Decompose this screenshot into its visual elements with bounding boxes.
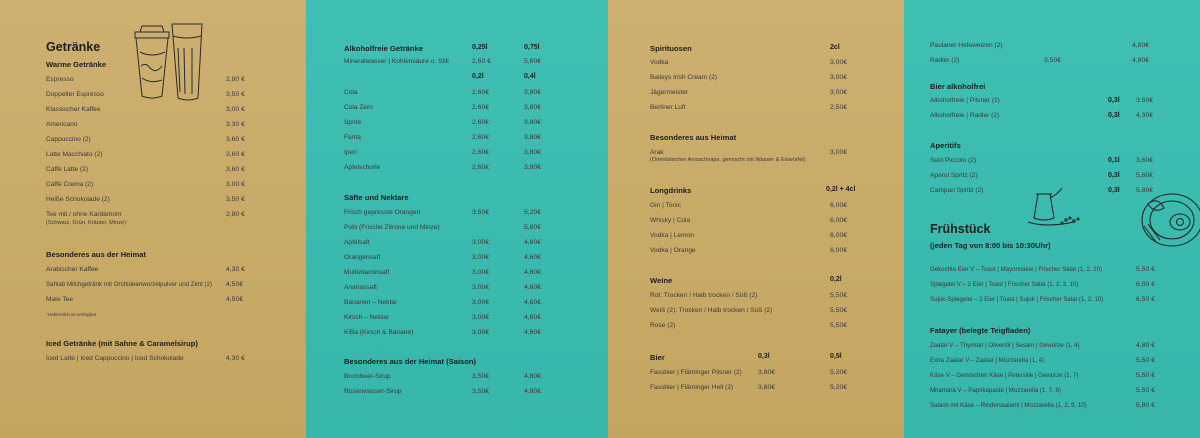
list-item: Latte Macchiato (2)	[46, 151, 103, 158]
list-item: Americano	[46, 121, 78, 128]
volume-header: 0,2l + 4cl	[826, 186, 856, 193]
volume-header: 2cl	[830, 44, 840, 51]
section-heading-weine: Weine	[650, 276, 673, 285]
item-price: 3,80€	[758, 369, 776, 376]
section-heading-heimat: Besonderes aus der Heimat	[46, 250, 147, 259]
item-price: 3,00€	[830, 74, 848, 81]
list-item: Fanta	[344, 134, 361, 141]
list-item: Alkoholfreie | Radler (2)	[930, 112, 1000, 119]
item-price: 6,50 €	[1136, 296, 1155, 303]
list-item: Fassbier | Fläminger Pilsner (2)	[650, 369, 742, 376]
item-price: 3,80€	[758, 384, 776, 391]
item-price: 4,30€	[1136, 112, 1154, 119]
item-price: 6,00 €	[1136, 281, 1155, 288]
item-price: 3,60 €	[226, 151, 245, 158]
item-price: 4,60€	[524, 254, 542, 261]
list-item: Espresso	[46, 76, 74, 83]
volume-label: 0,3l	[1108, 187, 1120, 194]
item-price: 3,60€	[1136, 157, 1154, 164]
volume-label: 0,1l	[1108, 157, 1120, 164]
list-item: Weiß (2): Trocken / Halb trocken / Süß (2)	[650, 307, 773, 314]
item-price: 6,00€	[830, 232, 848, 239]
item-price: 5,80€	[1136, 187, 1154, 194]
list-item: Rot: Trocken / Halb trocken / Süß (2)	[650, 292, 758, 299]
item-price: 4,60€	[524, 284, 542, 291]
item-price: 3,00 €	[226, 181, 245, 188]
list-item: Vodka | Lemon	[650, 232, 694, 239]
list-item: Frisch gepresste Orangen	[344, 209, 421, 216]
list-item: Aperol Spritz (2)	[930, 172, 978, 179]
panel-soft-drinks	[306, 0, 608, 438]
item-price: 2,50€	[830, 104, 848, 111]
list-item: Mate Tee	[46, 296, 74, 303]
list-item: Jägermeister	[650, 89, 689, 96]
item-price: 5,50 €	[1136, 266, 1155, 273]
item-price: 3,80€	[524, 104, 542, 111]
item-price: 4,60€	[524, 329, 542, 336]
item-price: 2,60€	[472, 149, 490, 156]
item-price: 3,00€	[472, 254, 490, 261]
item-price: 4,80 €	[1136, 342, 1155, 349]
coffee-cups-illustration-icon	[132, 18, 204, 102]
list-item: Rose (2)	[650, 322, 676, 329]
section-heading-alkfrei: Alkoholfreie Getränke	[344, 44, 423, 53]
volume-header: 0,25l	[472, 44, 488, 51]
list-item: Iced Latte | Iced Cappuccino | Iced Schokolade	[46, 355, 184, 362]
list-item: Brombeer-Sirup	[344, 373, 391, 380]
list-item: Vodka	[650, 59, 669, 66]
list-item: Kirsch – Nektar	[344, 314, 390, 321]
item-price: 3,00€	[472, 329, 490, 336]
oat-milk-note: *Hafermilch ist verfügbar	[46, 312, 97, 317]
section-heading-long: Longdrinks	[650, 186, 692, 195]
item-price: 4,80€	[1132, 42, 1150, 49]
item-price: 6,00€	[830, 202, 848, 209]
item-price: 6,00€	[830, 217, 848, 224]
item-price: 4,80€	[524, 388, 542, 395]
section-heading-heimat: Besonderes aus Heimat	[650, 133, 737, 142]
list-item: Radler (2)	[930, 57, 960, 64]
item-price: 3,50€	[1136, 97, 1154, 104]
section-heading-iced: Iced Getränke (mit Sahne & Caramelsirup)	[46, 339, 198, 348]
list-item: Multivitaminsaft	[344, 269, 390, 276]
item-price: 5,20€	[830, 369, 848, 376]
item-price: 5,80 €	[1136, 402, 1155, 409]
volume-label: 0,3l	[1108, 172, 1120, 179]
item-price: 4,60€	[524, 299, 542, 306]
item-price: 4,80€	[524, 373, 542, 380]
item-price: 2,60€	[472, 89, 490, 96]
section-heading-bier: Bier	[650, 353, 665, 362]
item-price: 3,30 €	[226, 121, 245, 128]
item-price: 3,60 €	[226, 166, 245, 173]
section-heading-warm: Warme Getränke	[46, 60, 107, 69]
item-price: 5,20€	[524, 209, 542, 216]
list-item: Arabischer Kaffee	[46, 266, 99, 273]
list-item: Arak	[650, 149, 664, 156]
item-price: 4,80€	[1132, 57, 1150, 64]
item-price: 2,80 €	[226, 211, 245, 218]
list-item: Klassischer Kaffee	[46, 106, 101, 113]
item-price: 2,80 €	[226, 76, 245, 83]
volume-header: 0,4l	[524, 73, 536, 80]
list-item: Ananassaft	[344, 284, 377, 291]
item-price: 4,30 €	[226, 355, 245, 362]
item-price: 5,50 €	[1136, 372, 1155, 379]
item-price: 3,00€	[472, 314, 490, 321]
list-item: Extra Zaatar V – Zaatar | Mozzarella (1, 4)	[930, 357, 1045, 364]
list-item: Orangensaft	[344, 254, 381, 261]
item-price: 3,00€	[472, 284, 490, 291]
list-item: Bananen – Nektar	[344, 299, 398, 306]
volume-header: 0,2l	[472, 73, 484, 80]
item-price: 4,50€	[226, 296, 244, 303]
list-item: Käse V – Gemischter Käse | Petersilie | Gewürze (1, 7)	[930, 372, 1079, 379]
item-price: 3,50 €	[226, 91, 245, 98]
item-price: 3,00€	[830, 89, 848, 96]
list-item: Baileys Irish Cream (2)	[650, 74, 718, 81]
item-price: 5,50 €	[1136, 357, 1155, 364]
item-price: 5,80€	[1136, 172, 1154, 179]
list-item: Cola Zero	[344, 104, 373, 111]
section-heading-spirit: Spirituosen	[650, 44, 692, 53]
item-price: 3,00 €	[226, 106, 245, 113]
panel-breakfast	[904, 0, 1200, 438]
item-price: 4,60€	[524, 239, 542, 246]
list-item: Paulaner Hefeweizen (2)	[930, 42, 1003, 49]
list-item: Campari Spritz (2)	[930, 187, 984, 194]
section-heading-aperitifs: Aperitifs	[930, 141, 961, 150]
item-price: 4,50€	[226, 281, 244, 288]
item-price: 3,80€	[524, 89, 542, 96]
menu-title: Getränke	[46, 40, 101, 54]
breakfast-hours: (jeden Tag von 8:00 bis 10:30Uhr)	[930, 241, 1051, 250]
item-price: 5,50€	[830, 307, 848, 314]
item-price: 5,60€	[524, 58, 542, 65]
section-heading-saison: Besonderes aus der Heimat (Saison)	[344, 357, 477, 366]
item-price: 5,50€	[830, 292, 848, 299]
list-item: Vodka | Orange	[650, 247, 696, 254]
item-price: 3,80€	[524, 134, 542, 141]
list-item: Caffè Latte (2)	[46, 166, 89, 173]
item-price: 5,20€	[830, 384, 848, 391]
section-heading-bierfrei: Bier alkoholfrei	[930, 82, 986, 91]
list-item: Sprite	[344, 119, 362, 126]
panel-warm-drinks	[0, 0, 306, 438]
list-item: Fassbier | Fläminger Hell (2)	[650, 384, 734, 391]
item-price: 3,50€	[472, 209, 490, 216]
list-item: Apfelsaft	[344, 239, 370, 246]
list-item: Sujuk-Spiegelei – 2 Eier | Toast | Sujuk | Frischer Salat (1, 2, 10)	[930, 296, 1104, 303]
list-item: Salami mit Käse – Rinderssalami | Mozzarella (1, 2, 9, 10)	[930, 402, 1087, 409]
volume-label: 0,3l	[1108, 112, 1120, 119]
tea-subtitle: (Schwarz, Grün, Kräuter, Minze)	[46, 220, 126, 226]
item-price: 3,00€	[472, 239, 490, 246]
item-price: 2,60€	[472, 134, 490, 141]
list-item: Alkoholfreie | Pilsner (2)	[930, 97, 1000, 104]
list-item: Cola	[344, 89, 358, 96]
item-price: 2,60 €	[472, 58, 491, 65]
item-price: 5,50€	[830, 322, 848, 329]
list-item: Berliner Luft	[650, 104, 686, 111]
section-heading-fruehstueck: Frühstück	[930, 222, 991, 236]
list-item: Caffè Crema (2)	[46, 181, 94, 188]
section-heading-fatayer: Fatayer (belegte Teigfladen)	[930, 326, 1031, 335]
list-item: Iperi	[344, 149, 357, 156]
list-item: Polo (Frische Zitrone und Minze)	[344, 224, 440, 231]
list-item: Sekt Piccolo (2)	[930, 157, 977, 164]
list-item: Gekochte Eier V – Toast | Mayonnaise | Frischer Salat (1, 2, 10)	[930, 266, 1103, 273]
list-item: Gin | Tonic	[650, 202, 681, 209]
list-item: KiBa (Kirsch & Banane)	[344, 329, 414, 336]
item-price: 3,00€	[830, 59, 848, 66]
item-price: 5,50 €	[1136, 387, 1155, 394]
item-price: 3,00€	[472, 269, 490, 276]
volume-header: 0,3l	[758, 353, 770, 360]
list-item: Heiße Schokolade (2)	[46, 196, 110, 203]
item-price: 4,30 €	[226, 266, 245, 273]
section-heading-saefte: Säfte und Nektare	[344, 193, 409, 202]
list-item: Zaatar V – Thymian | Olivenöl | Sesam | Gewürze (1, 4)	[930, 342, 1080, 349]
turkish-coffee-pot-illustration-icon	[1024, 182, 1084, 228]
item-price: 3,80€	[524, 164, 542, 171]
list-item: Mineralwasser | Kohlensäure o. Still	[344, 58, 449, 65]
list-item: Cappuccino (2)	[46, 136, 91, 143]
item-price: 3,00€	[472, 299, 490, 306]
list-item: Mhamara V – Paprikapaste | Mozzarella (1, 7, 8)	[930, 387, 1061, 394]
item-price: 4,60€	[524, 314, 542, 321]
item-price: 2,60€	[472, 164, 490, 171]
arak-subtitle: (Orientalischer Anisschnaps, gemischt mit Wasser & Eiswürfel)	[650, 157, 806, 163]
item-price: 3,50€	[472, 388, 490, 395]
list-item: Tee mit / ohne Kardamom	[46, 211, 122, 218]
item-price: 3,60 €	[226, 136, 245, 143]
item-price: 3,80€	[524, 149, 542, 156]
item-price: 3,00€	[830, 149, 848, 156]
panel-alcohol	[608, 0, 904, 438]
item-price: 2,60€	[472, 104, 490, 111]
list-item: Doppelter Espresso	[46, 91, 104, 98]
volume-header: 0,2l	[830, 276, 842, 283]
list-item: Spiegelei V – 2 Eier | Toast | Frischer Salat (1, 2, 3, 10)	[930, 281, 1079, 288]
volume-label: 0,3l	[1108, 97, 1120, 104]
item-price: 6,00€	[830, 247, 848, 254]
item-price: 3,50 €	[226, 196, 245, 203]
item-price: 3,50€	[1044, 57, 1062, 64]
list-item: Apfelschorle	[344, 164, 381, 171]
list-item: Whisky | Cola	[650, 217, 691, 224]
breakfast-plate-illustration-icon	[1134, 186, 1200, 250]
volume-header: 0,5l	[830, 353, 842, 360]
item-price: 3,50€	[472, 373, 490, 380]
item-price: 3,80€	[524, 119, 542, 126]
volume-header: 0,75l	[524, 44, 540, 51]
list-item: Rosenwasser-Sirup	[344, 388, 402, 395]
item-price: 4,60€	[524, 269, 542, 276]
item-price: 5,80€	[524, 224, 542, 231]
list-item: Sahlab Milchgetränk mit Orchideenwurzelpulver und Zimt (2)	[46, 281, 213, 288]
item-price: 2,60€	[472, 119, 490, 126]
